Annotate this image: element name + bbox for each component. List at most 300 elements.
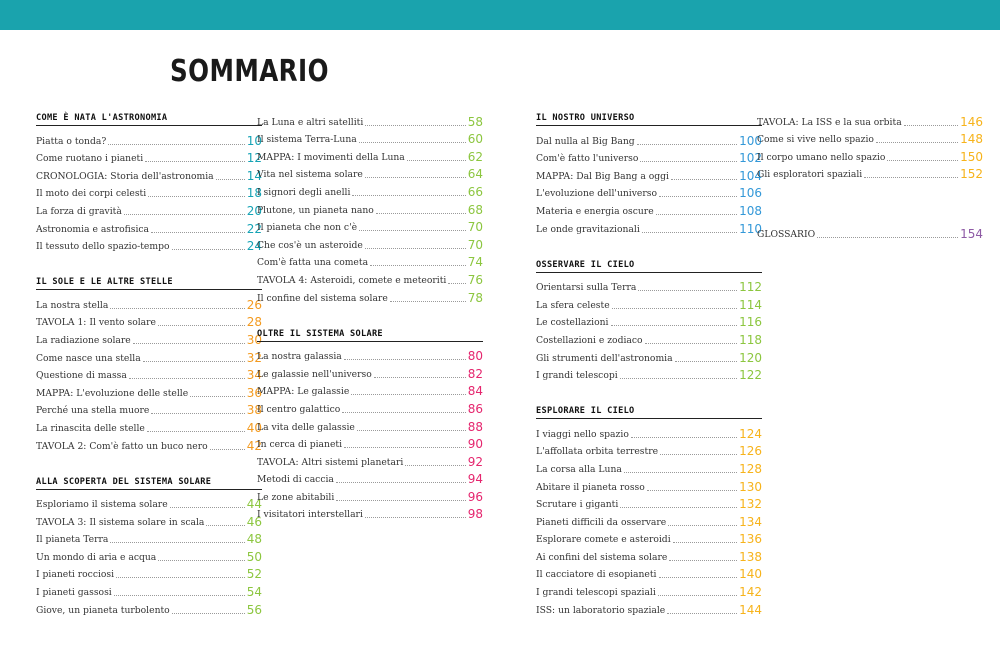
dot-leader [151,232,245,233]
toc-entry[interactable] [36,435,262,453]
dot-leader [675,361,738,362]
entry-label: Pianeti difficili da osservare [536,516,667,528]
toc-entry[interactable] [257,287,483,305]
entry-label: TAVOLA 2: Com'è fatto un buco nero [36,440,208,452]
entry-page-number: 24 [246,239,262,254]
dot-leader [110,542,244,543]
entry-label: TAVOLA 1: Il vento solare [36,317,156,329]
entry-page-number: 116 [739,315,762,330]
entry-label: MAPPA: L'evoluzione delle stelle [36,387,189,399]
entry-label: I viaggi nello spazio [536,428,629,440]
toc-entry[interactable] [257,416,483,434]
entry-label: Come nasce una stella [36,352,141,364]
dot-leader [817,237,958,238]
toc-entry[interactable] [536,294,762,312]
dot-leader [638,290,737,291]
toc-column-3 [536,111,762,639]
entry-label: Il sistema Terra-Luna [257,134,357,146]
toc-entry[interactable] [36,564,262,582]
dot-leader [647,490,737,491]
entry-page-number: 18 [246,186,262,201]
entry-page-number: 58 [467,114,483,129]
toc-entry[interactable] [257,129,483,147]
toc-section [257,327,483,522]
entry-label: MAPPA: I movimenti della Luna [257,151,405,163]
toc-entry[interactable] [536,365,762,383]
page-title: SOMMARIO [170,54,329,89]
entry-page-number: 86 [467,401,483,416]
entry-page-number: 74 [467,255,483,270]
toc-entry[interactable] [36,511,262,529]
entry-label: La sfera celeste [536,299,610,311]
entry-page-number: 46 [246,514,262,529]
entry-label: Le galassie nell'universo [257,368,372,380]
entry-label: CRONOLOGIA: Storia dell'astronomia [36,170,214,182]
dot-leader [660,454,737,455]
toc-entry[interactable] [536,564,762,582]
toc-entry[interactable] [257,486,483,504]
entry-page-number: 134 [739,514,762,529]
entry-label: MAPPA: Dal Big Bang a oggi [536,170,669,182]
toc-entry[interactable] [257,199,483,217]
entry-label: I pianeti rocciosi [36,569,115,581]
entry-label: Il pianeta Terra [36,534,109,546]
entry-label: Ai confini del sistema solare [536,551,668,563]
toc-entry[interactable] [36,494,262,512]
entry-label: Questione di massa [36,370,127,382]
toc-entry[interactable] [257,504,483,522]
entry-page-number: 22 [246,221,262,236]
entry-label: Plutone, un pianeta nano [257,204,374,216]
toc-entry[interactable] [36,236,262,254]
entry-label: Il tessuto dello spazio-tempo [36,241,170,253]
dot-leader [904,125,958,126]
entry-label: La vita delle galassie [257,421,355,433]
entry-label: Com'è fatta una cometa [257,257,369,269]
entry-label: Metodi di caccia [257,474,334,486]
toc-entry[interactable] [36,347,262,365]
toc-entry[interactable] [36,365,262,383]
dot-leader [151,413,244,414]
toc-entry[interactable] [36,400,262,418]
toc-entry[interactable] [536,458,762,476]
toc-entry[interactable] [536,218,762,236]
entry-page-number: 36 [246,385,262,400]
entry-label: Le costellazioni [536,317,609,329]
dot-leader [656,214,737,215]
entry-label: Il confine del sistema solare [257,292,388,304]
entry-label: I grandi telescopi spaziali [536,587,656,599]
toc-entry[interactable] [257,434,483,452]
toc-entry[interactable] [757,164,983,182]
entry-page-number: 154 [960,226,983,241]
dot-leader [170,507,245,508]
entry-page-number: 138 [739,549,762,564]
toc-entry[interactable] [536,277,762,295]
entry-page-number: 30 [246,332,262,347]
entry-label: Gli esploratori spaziali [757,169,863,181]
entry-label: La rinascita delle stelle [36,422,145,434]
entry-page-number: 82 [467,366,483,381]
toc-entry[interactable] [536,476,762,494]
toc-entry[interactable] [257,252,483,270]
entry-label: Il pianeta che non c'è [257,222,358,234]
dot-leader [172,249,245,250]
dot-leader [116,577,245,578]
toc-entry[interactable] [257,398,483,416]
entry-page-number: 80 [467,349,483,364]
entry-page-number: 10 [246,133,262,148]
dot-leader [172,613,245,614]
dot-leader [133,343,245,344]
toc-entry[interactable] [257,469,483,487]
entry-page-number: 104 [739,168,762,183]
dot-leader [631,437,737,438]
toc-entry[interactable] [757,129,983,147]
entry-label: Un mondo di aria e acqua [36,551,157,563]
entry-page-number: 90 [467,437,483,452]
toc-column-2 [257,111,483,543]
toc-entry[interactable] [36,329,262,347]
entry-label: Le zone abitabili [257,491,335,503]
entry-page-number: 144 [739,602,762,617]
entry-label: Com'è fatto l'universo [536,153,639,165]
entry-page-number: 52 [246,567,262,582]
entry-page-number: 106 [739,186,762,201]
dot-leader [624,472,737,473]
entry-label: La nostra galassia [257,351,342,363]
toc-entry[interactable] [36,200,262,218]
entry-page-number: 152 [960,167,983,182]
toc-section [536,404,762,617]
toc-section [536,111,762,236]
entry-page-number: 108 [739,203,762,218]
entry-page-number: 44 [246,497,262,512]
dot-leader [365,517,466,518]
entry-page-number: 128 [739,461,762,476]
entry-label: Scrutare i giganti [536,499,619,511]
toc-entry[interactable] [536,347,762,365]
toc-entry[interactable] [36,148,262,166]
dot-leader [448,283,465,284]
entry-page-number: 28 [246,315,262,330]
toc-entry[interactable] [536,165,762,183]
entry-label: Esploriamo il sistema solare [36,499,168,511]
dot-leader [147,431,245,432]
entry-label: TAVOLA 3: Il sistema solare in scala [36,516,205,528]
entry-page-number: 40 [246,420,262,435]
entry-page-number: 56 [246,602,262,617]
dot-leader [645,343,738,344]
entry-label: ISS: un laboratorio spaziale [536,604,666,616]
toc-entry[interactable] [257,234,483,252]
toc-entry[interactable] [36,417,262,435]
entry-label: La forza di gravità [36,205,122,217]
toc-entry[interactable] [536,183,762,201]
toc-entry[interactable] [257,111,483,129]
dot-leader [659,196,737,197]
entry-label: L'affollata orbita terrestre [536,446,659,458]
toc-section [36,275,262,452]
dot-leader [148,196,245,197]
entry-page-number: 110 [739,221,762,236]
dot-leader [668,525,737,526]
dot-leader [344,447,466,448]
dot-leader [669,560,737,561]
dot-leader [342,412,465,413]
entry-label: TAVOLA: Altri sistemi planetari [257,456,404,468]
toc-entry[interactable] [257,363,483,381]
toc-entry[interactable] [536,441,762,459]
entry-label: Gli strumenti dell'astronomia [536,352,673,364]
entry-page-number: 50 [246,549,262,564]
toc-entry[interactable] [36,294,262,312]
dot-leader [658,595,737,596]
entry-label: I visitatori interstellari [257,509,363,521]
dot-leader [370,265,466,266]
toc-entry[interactable] [536,581,762,599]
dot-leader [611,325,738,326]
dot-leader [407,160,466,161]
entry-label: Perché una stella muore [36,405,150,417]
toc-entry[interactable] [257,181,483,199]
dot-leader [143,361,245,362]
dot-leader [344,359,466,360]
entry-label: Abitare il pianeta rosso [536,481,645,493]
dot-leader [620,378,737,379]
toc-entry[interactable] [536,130,762,148]
entry-page-number: 66 [467,184,483,199]
toc-section [757,111,983,181]
section-title: ALLA SCOPERTA DEL SISTEMA SOLARE [36,475,262,490]
section-title: IL SOLE E LE ALTRE STELLE [36,275,262,290]
toc-entry[interactable] [536,511,762,529]
entry-label: Astronomia e astrofisica [36,223,150,235]
entry-page-number: 84 [467,384,483,399]
dot-leader [108,144,244,145]
entry-page-number: 120 [739,350,762,365]
section-spacer [757,203,983,223]
entry-page-number: 76 [467,272,483,287]
section-title: OLTRE IL SISTEMA SOLARE [257,327,483,342]
toc-entry[interactable] [36,529,262,547]
toc-entry[interactable] [757,111,983,129]
entry-page-number: 38 [246,403,262,418]
entry-page-number: 60 [467,132,483,147]
entry-label: Le onde gravitazionali [536,223,640,235]
dot-leader [620,507,737,508]
entry-label: Piatta o tonda? [36,135,107,147]
dot-leader [365,248,466,249]
section-title: IL NOSTRO UNIVERSO [536,111,762,126]
toc-entry[interactable] [536,599,762,617]
entry-page-number: 100 [739,133,762,148]
entry-page-number: 122 [739,368,762,383]
entry-page-number: 112 [739,280,762,295]
entry-page-number: 70 [467,237,483,252]
toc-column-4 [757,111,983,263]
toc-entry[interactable] [36,218,262,236]
toc-entry[interactable] [257,269,483,287]
toc-entry[interactable] [257,346,483,364]
dot-leader [642,232,737,233]
toc-entry[interactable] [257,217,483,235]
dot-leader [374,377,466,378]
entry-page-number: 132 [739,497,762,512]
entry-page-number: 150 [960,149,983,164]
entry-label: TAVOLA 4: Asteroidi, comete e meteoriti [257,274,447,286]
dot-leader [357,430,466,431]
dot-leader [659,577,738,578]
toc-entry[interactable] [36,183,262,201]
toc-entry[interactable] [36,165,262,183]
entry-label: MAPPA: Le galassie [257,386,350,398]
dot-leader [351,394,465,395]
toc-entry[interactable] [757,223,983,241]
toc-entry[interactable] [36,312,262,330]
dot-leader [864,177,958,178]
entry-label: Come si vive nello spazio [757,134,874,146]
dot-leader [336,482,466,483]
entry-page-number: 62 [467,149,483,164]
entry-page-number: 20 [246,203,262,218]
dot-leader [216,179,245,180]
entry-label: Il moto dei corpi celesti [36,188,147,200]
dot-leader [158,560,244,561]
toc-entry[interactable] [36,130,262,148]
entry-label: I grandi telescopi [536,370,618,382]
dot-leader [206,525,244,526]
entry-label: Materia e energia oscure [536,205,654,217]
toc-entry[interactable] [257,381,483,399]
toc-entry[interactable] [536,546,762,564]
entry-label: Costellazioni e zodiaco [536,334,643,346]
toc-entry[interactable] [536,494,762,512]
dot-leader [876,142,958,143]
toc-entry[interactable] [257,451,483,469]
toc-entry[interactable] [536,423,762,441]
toc-entry[interactable] [536,148,762,166]
entry-page-number: 54 [246,585,262,600]
toc-entry[interactable] [36,546,262,564]
entry-page-number: 94 [467,472,483,487]
entry-page-number: 148 [960,132,983,147]
entry-label: Esplorare comete e asteroidi [536,534,671,546]
entry-label: Il centro galattico [257,403,341,415]
toc-section [257,111,483,305]
entry-page-number: 70 [467,220,483,235]
entry-label: Vita nel sistema solare [257,169,363,181]
entry-page-number: 142 [739,585,762,600]
dot-leader [365,125,465,126]
toc-entry[interactable] [257,146,483,164]
toc-entry[interactable] [536,312,762,330]
entry-page-number: 14 [246,168,262,183]
dot-leader [671,179,737,180]
dot-leader [336,500,465,501]
entry-page-number: 146 [960,114,983,129]
dot-leader [405,465,465,466]
entry-label: Giove, un pianeta turbolento [36,604,170,616]
entry-page-number: 92 [467,454,483,469]
dot-leader [667,613,737,614]
dot-leader [887,160,958,161]
entry-label: La corsa alla Luna [536,463,622,475]
section-title: ESPLORARE IL CIELO [536,404,762,419]
entry-label: La Luna e altri satelliti [257,116,364,128]
dot-leader [365,177,466,178]
entry-label: Che cos'è un asteroide [257,239,363,251]
toc-entry[interactable] [36,599,262,617]
entry-page-number: 78 [467,290,483,305]
entry-page-number: 130 [739,479,762,494]
entry-page-number: 96 [467,489,483,504]
entry-page-number: 136 [739,532,762,547]
entry-label: La radiazione solare [36,334,131,346]
entry-page-number: 12 [246,151,262,166]
toc-entry[interactable] [536,329,762,347]
toc-entry[interactable] [36,382,262,400]
entry-label: L'evoluzione dell'universo [536,188,657,200]
entry-page-number: 140 [739,567,762,582]
dot-leader [390,301,466,302]
entry-label: In cerca di pianeti [257,439,343,451]
toc-entry[interactable] [257,164,483,182]
toc-entry[interactable] [757,146,983,164]
dot-leader [145,161,245,162]
entry-label: Dal nulla al Big Bang [536,135,635,147]
dot-leader [158,325,245,326]
dot-leader [612,308,737,309]
entry-page-number: 126 [739,444,762,459]
entry-label: I pianeti gassosi [36,587,112,599]
entry-page-number: 102 [739,151,762,166]
section-title: COME È NATA L'ASTRONOMIA [36,111,262,126]
entry-label: GLOSSARIO [757,228,816,240]
dot-leader [640,161,737,162]
toc-section [36,111,262,253]
toc-entry[interactable] [536,529,762,547]
toc-section [36,475,262,617]
dot-leader [210,449,245,450]
dot-leader [124,214,245,215]
entry-label: Il cacciatore di esopianeti [536,569,657,581]
top-color-bar [0,0,1000,30]
dot-leader [673,542,737,543]
dot-leader [376,213,466,214]
entry-label: Il corpo umano nello spazio [757,151,886,163]
entry-label: I signori degli anelli [257,186,351,198]
toc-column-1 [36,111,262,639]
entry-page-number: 32 [246,350,262,365]
entry-label: La nostra stella [36,299,109,311]
entry-page-number: 114 [739,297,762,312]
entry-page-number: 88 [467,419,483,434]
toc-entry[interactable] [536,200,762,218]
dot-leader [110,308,244,309]
dot-leader [359,142,466,143]
dot-leader [359,230,466,231]
dot-leader [352,195,465,196]
entry-page-number: 98 [467,507,483,522]
toc-entry[interactable] [36,581,262,599]
entry-page-number: 124 [739,426,762,441]
toc-section [757,203,983,241]
section-title: OSSERVARE IL CIELO [536,258,762,273]
entry-page-number: 68 [467,202,483,217]
dot-leader [129,378,245,379]
dot-leader [637,144,737,145]
